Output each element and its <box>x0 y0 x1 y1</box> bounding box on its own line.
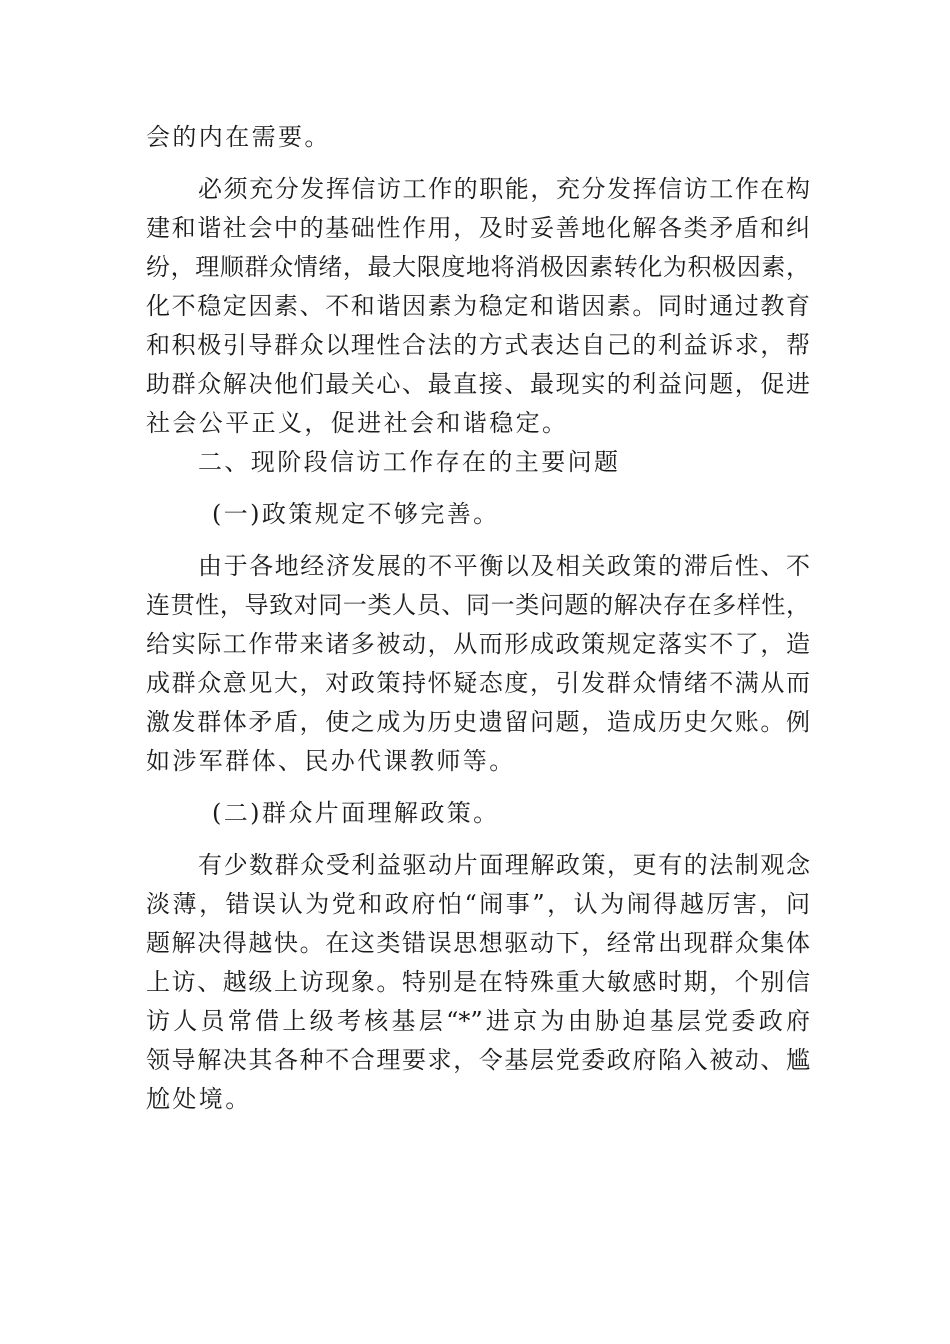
subsection-heading: (二)群众片面理解政策。 <box>212 799 500 827</box>
document-body <box>146 118 810 1119</box>
paragraph-line: 访人员常借上级考核基层“*”进京为由胁迫基层党委政府 <box>146 1007 810 1035</box>
paragraph-line: 建和谐社会中的基础性作用，及时妥善地化解各类矛盾和纠 <box>146 214 810 242</box>
paragraph-line: 由于各地经济发展的不平衡以及相关政策的滞后性、不 <box>198 552 810 580</box>
paragraph-line: 淡薄，错误认为党和政府怕“闹事”，认为闹得越厉害，问 <box>146 890 810 918</box>
section-heading: 二、现阶段信访工作存在的主要问题 <box>198 448 621 476</box>
paragraph-line: 化不稳定因素、不和谐因素为稳定和谐因素。同时通过教育 <box>146 292 810 320</box>
paragraph-line: 社会公平正义，促进社会和谐稳定。 <box>146 409 569 437</box>
paragraph-line: 成群众意见大，对政策持怀疑态度，引发群众情绪不满从而 <box>146 669 810 697</box>
paragraph-line: 纷，理顺群众情绪，最大限度地将消极因素转化为积极因素， <box>146 253 810 281</box>
paragraph-line: 会的内在需要。 <box>146 123 331 151</box>
paragraph-line: 和积极引导群众以理性合法的方式表达自己的利益诉求，帮 <box>146 331 810 359</box>
paragraph-line: 尬处境。 <box>146 1085 252 1113</box>
paragraph-line: 上访、越级上访现象。特别是在特殊重大敏感时期，个别信 <box>146 968 810 996</box>
paragraph-line: 助群众解决他们最关心、最直接、最现实的利益问题，促进 <box>146 370 810 398</box>
paragraph-line: 激发群体矛盾，使之成为历史遗留问题，造成历史欠账。例 <box>146 708 810 736</box>
paragraph-line: 连贯性，导致对同一类人员、同一类问题的解决存在多样性， <box>146 591 810 619</box>
paragraph-line: 题解决得越快。在这类错误思想驱动下，经常出现群众集体 <box>146 929 810 957</box>
paragraph-line: 领导解决其各种不合理要求，令基层党委政府陷入被动、尴 <box>146 1046 810 1074</box>
paragraph-line: 如涉军群体、民办代课教师等。 <box>146 747 516 775</box>
paragraph-line: 必须充分发挥信访工作的职能，充分发挥信访工作在构 <box>198 175 810 203</box>
subsection-heading: (一)政策规定不够完善。 <box>212 500 500 528</box>
paragraph-line: 给实际工作带来诸多被动，从而形成政策规定落实不了，造 <box>146 630 810 658</box>
paragraph-line: 有少数群众受利益驱动片面理解政策，更有的法制观念 <box>198 851 810 879</box>
